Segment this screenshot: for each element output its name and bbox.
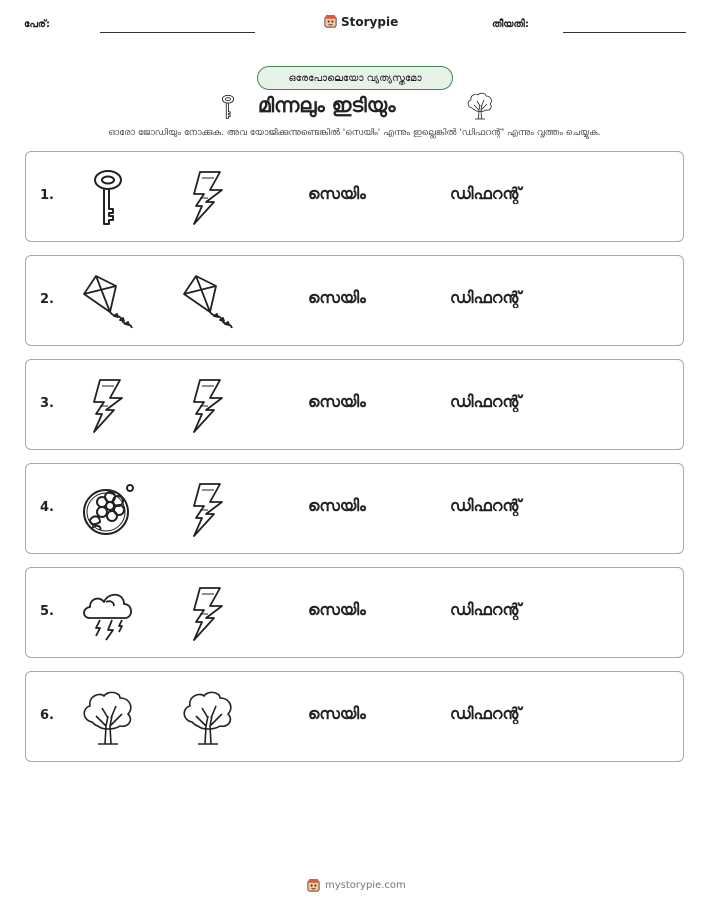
- footer-url: mystorypie.com: [325, 880, 406, 891]
- different-option[interactable]: ഡിഫറന്റ്: [450, 600, 522, 619]
- storm-cloud-icon: [78, 584, 138, 644]
- question-row: [25, 463, 684, 554]
- tree-icon: [78, 688, 138, 748]
- question-number: 5.: [40, 604, 54, 619]
- page-title: മിന്നലും ഇടിയും: [258, 93, 396, 117]
- same-option[interactable]: സെയിം: [308, 392, 366, 411]
- tree-icon: [465, 91, 495, 121]
- question-row: [25, 359, 684, 450]
- worksheet-type-badge: ഒരേപോലെയോ വ്യത്യസ്തമോ: [257, 66, 453, 90]
- different-option[interactable]: ഡിഫറന്റ്: [450, 288, 522, 307]
- question-row: [25, 671, 684, 762]
- date-label: തീയതി:: [492, 19, 529, 30]
- lightning-icon: [178, 480, 238, 540]
- date-line[interactable]: [563, 32, 686, 33]
- lightning-icon: [178, 168, 238, 228]
- question-number: 2.: [40, 292, 54, 307]
- question-row: [25, 567, 684, 658]
- footer: [306, 878, 406, 893]
- same-option[interactable]: സെയിം: [308, 184, 366, 203]
- tree-icon: [178, 688, 238, 748]
- question-number: 6.: [40, 708, 54, 723]
- question-row: [25, 255, 684, 346]
- question-number: 3.: [40, 396, 54, 411]
- kite-icon: [78, 272, 138, 332]
- key-icon: [78, 168, 138, 228]
- brand-logo: [323, 14, 398, 29]
- different-option[interactable]: ഡിഫറന്റ്: [450, 704, 522, 723]
- different-option[interactable]: ഡിഫറന്റ്: [450, 392, 522, 411]
- question-number: 1.: [40, 188, 54, 203]
- title-row: [0, 90, 709, 124]
- different-option[interactable]: ഡിഫറന്റ്: [450, 496, 522, 515]
- same-option[interactable]: സെയിം: [308, 288, 366, 307]
- flower-icon: [78, 480, 138, 540]
- kite-icon: [178, 272, 238, 332]
- storypie-logo-icon: [323, 14, 338, 29]
- question-number: 4.: [40, 500, 54, 515]
- same-option[interactable]: സെയിം: [308, 600, 366, 619]
- question-row: [25, 151, 684, 242]
- brand-name: Storypie: [341, 14, 399, 29]
- instructions: ഓരോ ജോഡിയും നോക്കുക. അവ യോജിക്കുന്നുണ്ടെങ്കിൽ 'സെയിം' എന്നും ഇല്ലെങ്കിൽ 'ഡിഫറന്റ്' എന്നും വൃത്തം ചെയ്യുക.: [108, 128, 601, 138]
- same-option[interactable]: സെയിം: [308, 704, 366, 723]
- different-option[interactable]: ഡിഫറന്റ്: [450, 184, 522, 203]
- key-icon: [215, 92, 241, 122]
- lightning-icon: [178, 584, 238, 644]
- lightning-icon: [78, 376, 138, 436]
- name-label: പേര്:: [24, 19, 50, 30]
- same-option[interactable]: സെയിം: [308, 496, 366, 515]
- name-line[interactable]: [100, 32, 255, 33]
- lightning-icon: [178, 376, 238, 436]
- storypie-logo-icon: [306, 878, 321, 893]
